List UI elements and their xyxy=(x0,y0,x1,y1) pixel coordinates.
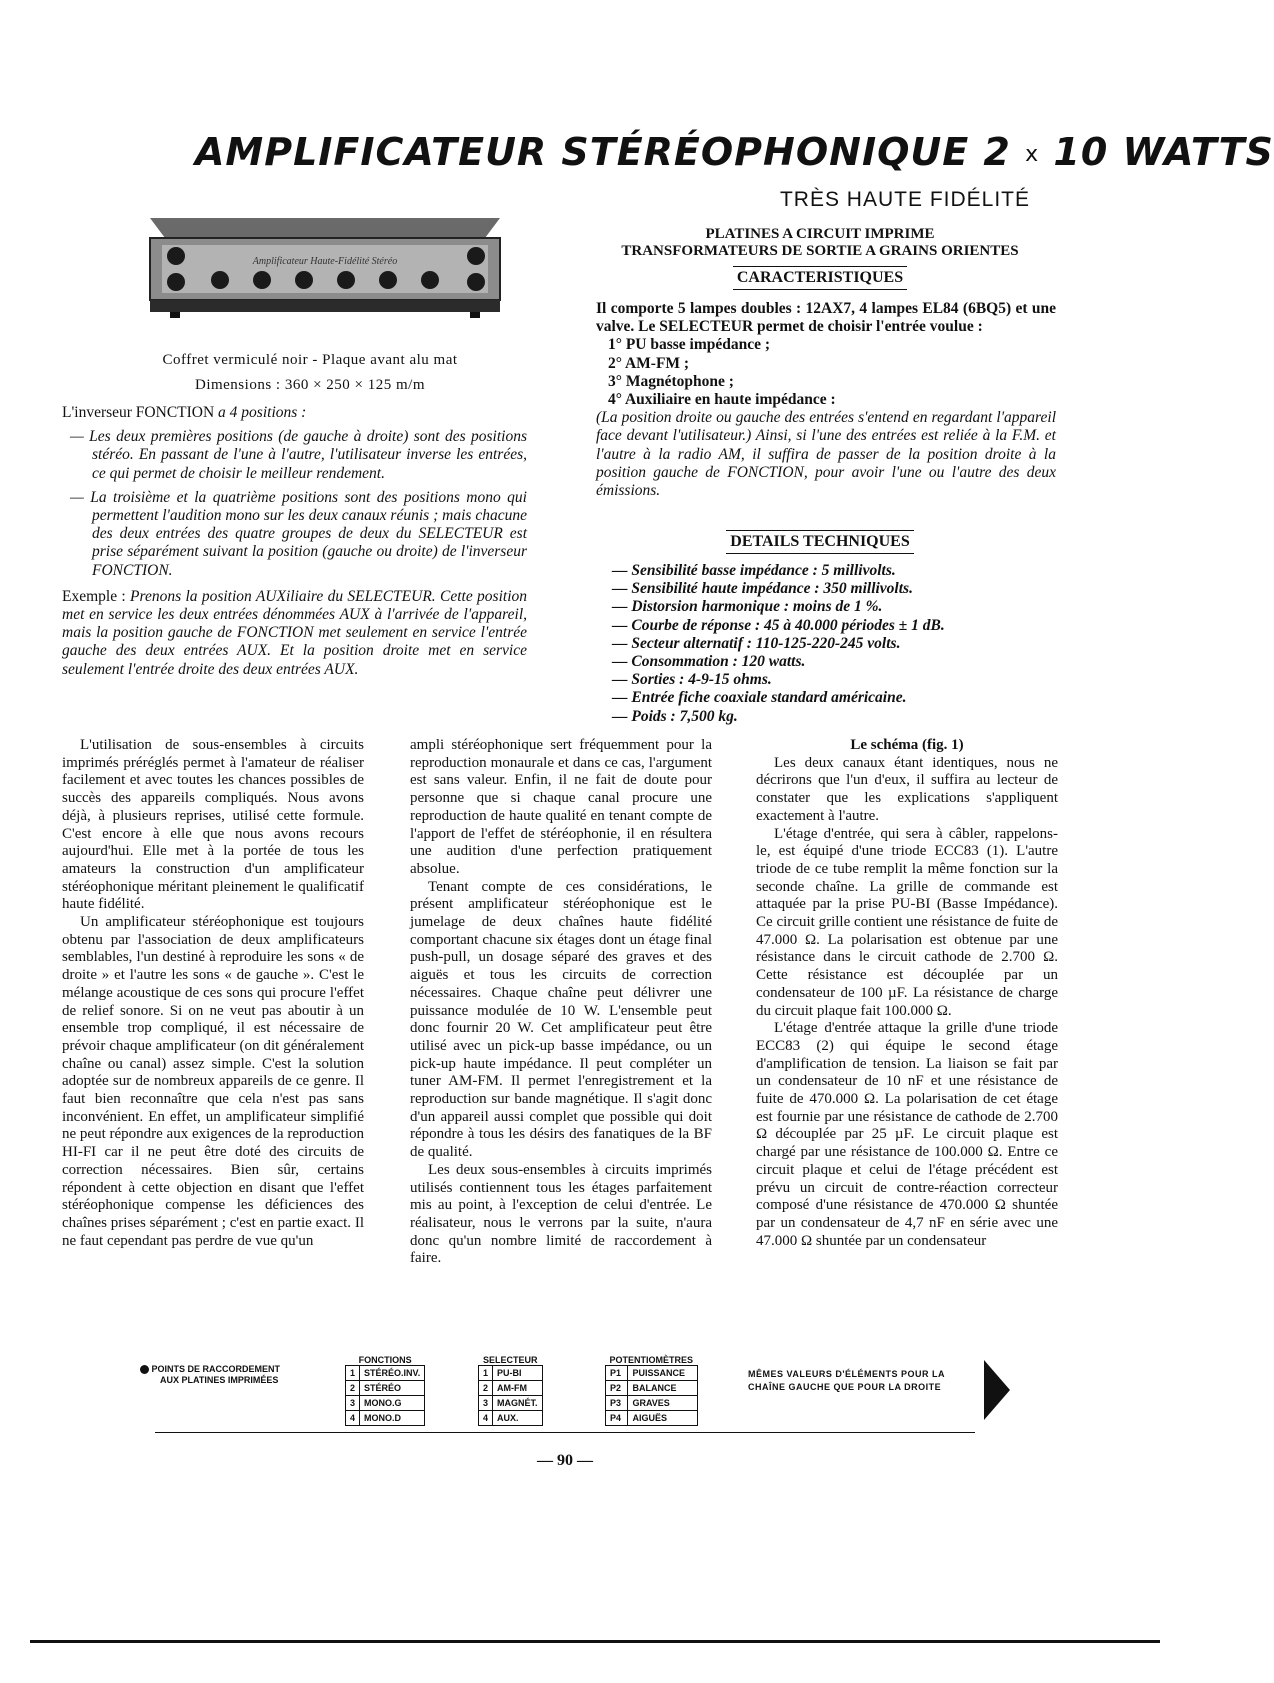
legend-potentiometres: POTENTIOMÈTRES P1 PUISSANCE P2 BALANCE P3 GRAVES P4 AIGUËS xyxy=(605,1355,698,1426)
detail-item: — Sensibilité haute impédance : 350 millivolts. xyxy=(612,580,913,598)
panel-brand-text: Amplificateur Haute-Fidélité Stéréo xyxy=(252,256,398,267)
connection-point-icon xyxy=(140,1365,149,1374)
divider xyxy=(155,1432,975,1433)
detail-item: — Sensibilité basse impédance : 5 millivolts. xyxy=(612,562,896,579)
page-title: AMPLIFICATEUR STÉRÉOPHONIQUE 2 x 10 WATTS xyxy=(195,130,1274,174)
inverseur-item: — La troisième et la quatrième positions sont des positions mono qui permettent l'audition mono sur les deux canaux réunis ; mais chacune des deux entrées des quatre groupes de deux du SELECTEUR est prise séparément suivant la position (gauche ou droite) de l'inverseur FONCTION. xyxy=(70,488,527,579)
detail-item: — Entrée fiche coaxiale standard américaine. xyxy=(612,689,907,707)
legend-selecteur: SELECTEUR 1 PU-BI 2 AM-FM 3 MAGNÉT. 4 AUX. xyxy=(478,1355,543,1426)
details-list xyxy=(612,562,1062,726)
headline: PLATINES A CIRCUIT IMPRIME TRANSFORMATEURS DE SORTIE A GRAINS ORIENTES xyxy=(621,226,1019,259)
arrow-right-icon xyxy=(982,1358,1012,1422)
detail-item: — Secteur alternatif : 110-125-220-245 volts. xyxy=(612,634,901,652)
legend-note: MÊMES VALEURS D'ÉLÉMENTS POUR LA CHAÎNE GAUCHE QUE POUR LA DROITE xyxy=(748,1369,945,1392)
caracteristiques-heading: CARACTERISTIQUES xyxy=(720,266,920,290)
bottom-rule xyxy=(30,1640,1160,1643)
schema-heading: Le schéma (fig. 1) xyxy=(850,737,964,753)
details-heading: DETAILS TECHNIQUES xyxy=(720,530,920,554)
caracteristiques-section: Il comporte 5 lampes doubles : 12AX7, 4 lampes EL84 (6BQ5) et une valve. Le SELECTEUR permet de choisir l'entrée voulue : 1° PU basse impédance ; 2° AM-FM ; 3° Magnétophone ; 4° Auxiliaire en haute impédance : (La position droite ou gauche des entrées s'entend en regardant l'appareil face devant l'utilisateur.) Ainsi, si l'une des entrées est reliée à la F.M. et l'autre à la radio AM, il suffira de passer de la position droite à la position gauche de FONCTION, pour avoir l'une ou l'autre des deux émissions. xyxy=(596,300,1056,500)
detail-item: — Poids : 7,500 kg. xyxy=(612,707,738,725)
column-1: L'utilisation de sous-ensembles à circuits imprimés préréglés permet à l'amateur de réaliser facilement et avec toutes les chances possibles de succès des appareils compliqués. Nous avons déjà, à plusieurs reprises, utilisé cette formule. C'est encore à elle que nous avons recours aujourd'hui. Elle met à la portée de tous les amateurs la construction d'un amplificateur stéréophonique méritant pleinement le qualificatif haute fidélité. Un amplificateur stéréophonique est toujours obtenu par l'association de deux amplificateurs semblables, l'un destiné à reproduire les sons « de droite » et l'autre les sons « de gauche ». C'est le mélange acoustique de ces sons qui procure l'effet de relief sonore. Si on ne veut pas aboutir à un ensemble trop compliqué, il est nécessaire de prévoir chaque amplificateur (on dit généralement chaîne ou canal) assez simple. C'est la solution adoptée sur de nombreux appareils de ce genre. Il faut bien reconnaître que cela n'est pas sans inconvénient. En effet, un amplificateur simplifié ne peut répondre aux exigences de la reproduction HI-FI car il ne peut être doté des circuits de correction nécessaires. Bien sûr, certains répondent à cette objection en disant que l'effet stéréophonique compense les déficiences des chaînes prises séparément ; c'est en partie exact. Il ne faut cependant pas perdre de vue qu'un xyxy=(62,737,364,1249)
detail-item: — Consommation : 120 watts. xyxy=(612,653,806,671)
detail-item: — Sorties : 4-9-15 ohms. xyxy=(612,671,772,689)
page-number: — 90 — xyxy=(537,1452,593,1469)
legend-fonctions: FONCTIONS 1 STÉRÉO.INV. 2 STÉRÉO 3 MONO.G 4 MONO.D xyxy=(345,1355,425,1426)
photo-caption: Coffret vermiculé noir - Plaque avant alu mat Dimensions : 360 × 250 × 125 m/m xyxy=(162,352,458,393)
inverseur-intro: L'inverseur FONCTION a 4 positions : xyxy=(62,404,307,421)
input-list: 1° PU basse impédance ; 2° AM-FM ; 3° Magnétophone ; 4° Auxiliaire en haute impédance : xyxy=(608,336,836,409)
column-2: ampli stéréophonique sert fréquemment pour la reproduction monaurale et dans ce cas, l'argument est sans valeur. Enfin, il ne fait de doute pour personne que si chaque canal procure une reproduction de haute qualité en tenant compte de l'apport de l'effet de stéréophonie, il en résultera une audition d'une perfection pratiquement absolue. Tenant compte de ces considérations, le présent amplificateur stéréophonique est le jumelage de deux chaînes haute fidélité comportant chacune six étages dont un étage final push-pull, un dosage séparé des graves et des aiguës et tous les circuits de correction nécessaires. Chaque chaîne peut délivrer une puissance modulée de 10 W. L'ensemble peut donc fournir 20 W. Cet amplificateur peut être utilisé avec un pick-up basse impédance, ou un pick-up haute impédance. Il peut compléter un tuner AM-FM. Il permet l'enregistrement et la reproduction sur bande magnétique. Il s'agit donc d'un appareil aussi complet que possible qui doit répondre à tous les désirs des fanatiques de la BF de qualité. Les deux sous-ensembles à circuits imprimés utilisés contiennent tous les étages parfaitement mis au point, à l'exception de celui d'entrée. Le réalisateur, nous le verrons par la suite, n'aura donc qu'un nombre limité de raccordement à faire. xyxy=(410,737,712,1267)
legend-points: POINTS DE RACCORDEMENT AUX PLATINES IMPRIMÉES xyxy=(140,1364,280,1386)
column-3: Le schéma (fig. 1) Les deux canaux étant identiques, nous ne décrirons que l'un d'eux, il suffira au lecteur de constater que les explications s'appliquent exactement à l'autre. L'étage d'entrée, qui sera à câbler, rappelons-le, est équipé d'une triode ECC83 (1). L'autre triode de ce tube remplit la même fonction sur la seconde chaîne. La grille de commande est attaquée par la prise PU-BI (Basse Impédance). Ce circuit grille contient une résistance de fuite de 47.000 Ω. La polarisation est obtenue par une résistance dans le circuit cathode de 2.700 Ω. Cette résistance est découplée par un condensateur de 100 µF. La résistance de charge du circuit plaque fait 100.000 Ω. L'étage d'entrée attaque la grille d'une triode ECC83 (2) qui équipe le second étage d'amplification de tension. La liaison se fait par un condensateur de 10 nF et une résistance de fuite de 470.000 Ω. La polarisation de cet étage est fournie par une résistance de cathode de 2.700 Ω découplée par 25 µF. Le circuit plaque est chargé par une résistance de 100.000 Ω. Entre ce circuit plaque et celui de l'étage précédent est prévu un circuit de contre-réaction correcteur composé d'une résistance de 470.000 Ω shuntée par un condensateur de 4,7 nF en série avec une 47.000 Ω shuntée par un condensateur xyxy=(756,737,1058,1249)
inverseur-section xyxy=(62,404,527,679)
subtitle: TRÈS HAUTE FIDÉLITÉ xyxy=(779,188,1030,211)
example-paragraph: Exemple : Prenons la position AUXiliaire du SELECTEUR. Cette position met en service les deux entrées dénommées AUX à l'arrivée de l'appareil, mais la position gauche de FONCTION met seulement en service l'entrée gauche des deux entrées AUX. Et la position droite met en service seulement l'entrée droite des deux entrées AUX. xyxy=(62,587,527,678)
amplifier-photo xyxy=(140,210,510,330)
detail-item: — Distorsion harmonique : moins de 1 %. xyxy=(612,598,883,616)
inverseur-item: — Les deux premières positions (de gauche à droite) sont des positions stéréo. En passant de l'une à l'autre, l'utilisateur inverse les entrées, ce qui permet de choisir le meilleur rendement. xyxy=(70,428,527,482)
detail-item: — Courbe de réponse : 45 à 40.000 périodes ± 1 dB. xyxy=(612,616,945,634)
